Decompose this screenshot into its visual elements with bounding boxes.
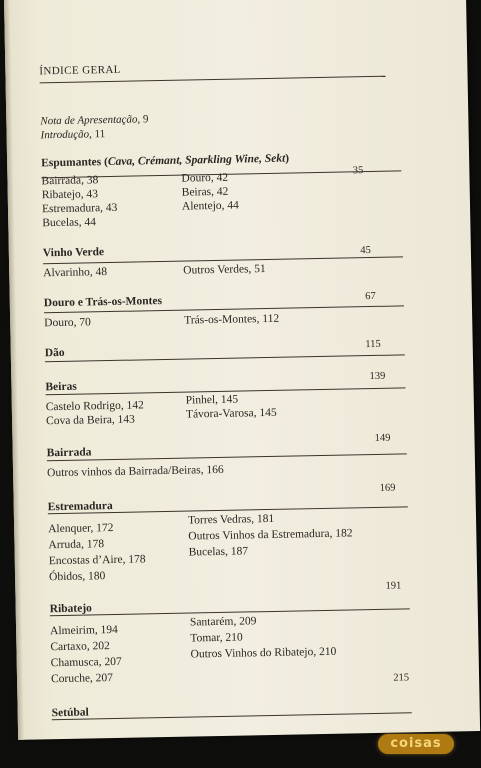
page-gutter (4, 0, 24, 740)
list-item: Cartaxo, 202 (50, 640, 110, 654)
title-rule (40, 76, 386, 84)
page-title: ÍNDICE GERAL (39, 63, 121, 78)
list-item: Alentejo, 44 (181, 199, 239, 213)
list-item: Ribatejo, 43 (41, 188, 99, 202)
list-item: Trás-os-Montes, 112 (184, 312, 280, 327)
intro-page: 9 (142, 113, 149, 126)
list-item: Óbidos, 180 (48, 570, 106, 584)
section-rule (47, 453, 407, 461)
list-item: Alenquer, 172 (48, 521, 114, 536)
list-item: Pinhel, 145 (185, 393, 239, 407)
section-title: Dão (44, 346, 65, 360)
list-item: Estremadura, 43 (41, 201, 118, 216)
list-item: Cova da Beira, 143 (45, 413, 135, 428)
list-item: Santarém, 209 (189, 615, 257, 629)
section-title: Setúbal (51, 706, 89, 720)
list-item: Tomar, 210 (190, 631, 243, 645)
intro-label: Introdução, (40, 128, 92, 142)
list-item: Outros vinhos da Bairrada/Beiras, 166 (46, 463, 224, 480)
list-item: Coruche, 207 (50, 672, 114, 686)
section-page: 149 (374, 432, 391, 444)
section-page: 67 (365, 290, 376, 303)
section-title: Douro e Trás-os-Montes (43, 295, 163, 310)
section-title: Vinho Verde (42, 246, 105, 260)
list-item: Douro, 70 (44, 316, 91, 330)
list-item: Torres Vedras, 181 (187, 512, 275, 527)
intro-entry (40, 113, 148, 127)
list-item: Castelo Rodrigo, 142 (45, 399, 145, 414)
list-item: Almeirim, 194 (50, 623, 118, 638)
list-item: Távora-Varosa, 145 (185, 406, 277, 421)
section-page: 139 (369, 370, 386, 383)
list-item: Douro, 42 (181, 171, 229, 185)
section-title: Estremadura (47, 500, 113, 514)
section-title: Bairrada (46, 446, 92, 460)
list-item: Outros Vinhos da Estremadura, 182 (188, 527, 353, 543)
section-rule (45, 354, 405, 362)
section-title: Espumantes (Cava, Crémant, Sparkling Wine, Sekt) (41, 152, 290, 170)
intro-label: Nota de Apresentação, (40, 113, 141, 128)
section-title: Beiras (45, 380, 77, 394)
intro-page: 11 (94, 128, 106, 141)
list-item: Chamusca, 207 (50, 655, 122, 670)
section-page: 45 (360, 245, 371, 257)
section-page: 215 (393, 672, 410, 684)
list-item: Bairrada, 38 (41, 174, 99, 188)
section-rule (52, 712, 412, 720)
section-page: 115 (365, 338, 381, 351)
book-page (4, 0, 480, 740)
section-page: 169 (379, 482, 396, 494)
list-item: Bucelas, 44 (42, 216, 97, 230)
list-item: Outros Verdes, 51 (183, 263, 266, 277)
list-item: Outros Vinhos do Ribatejo, 210 (190, 645, 337, 661)
intro-entry (40, 128, 105, 141)
list-item: Encostas d’Aire, 178 (48, 553, 146, 568)
watermark-logo: coisas (378, 734, 454, 754)
section-page: 191 (385, 580, 402, 592)
list-item: Beiras, 42 (181, 185, 229, 199)
section-title: Ribatejo (49, 602, 92, 616)
list-item: Alvarinho, 48 (43, 266, 108, 280)
list-item: Bucelas, 187 (188, 545, 249, 559)
list-item: Arruda, 178 (48, 538, 105, 552)
